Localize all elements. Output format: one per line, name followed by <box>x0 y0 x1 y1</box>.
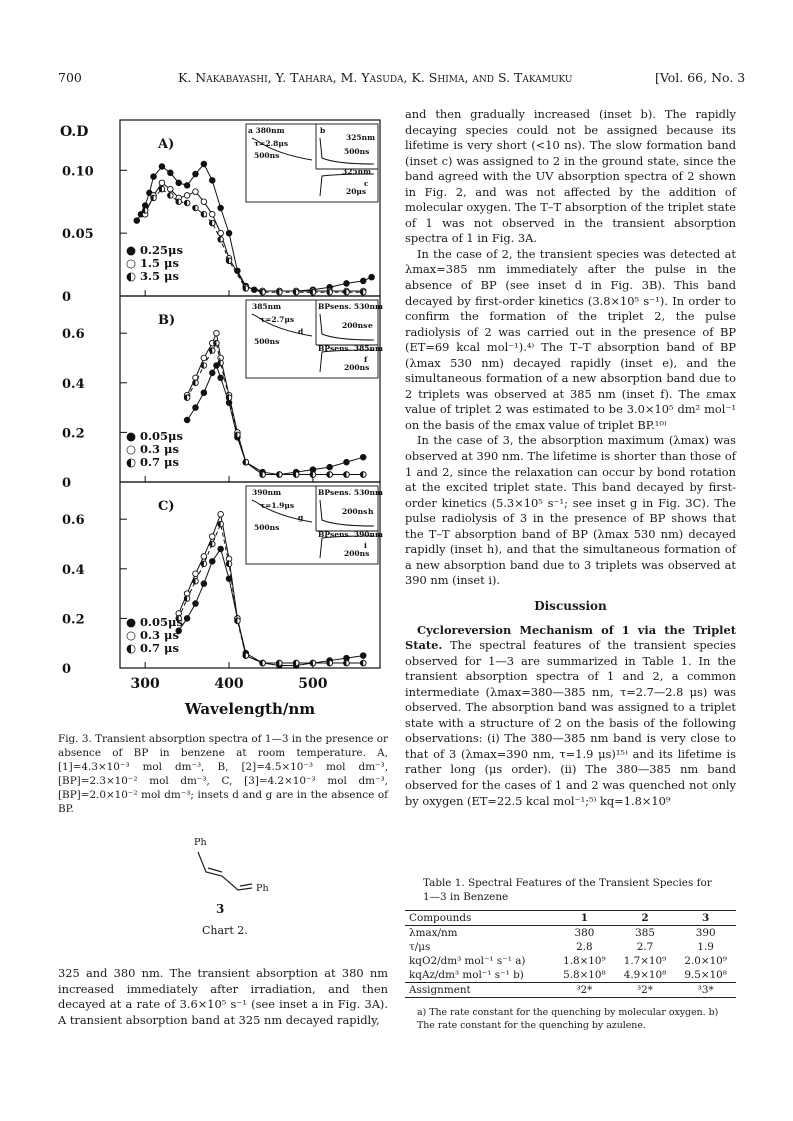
table-cell: 9.5×10⁸ <box>684 969 727 981</box>
inset-label: BPsens. 530nm <box>318 302 383 311</box>
inset-label: 500ns <box>254 337 280 346</box>
data-point <box>218 205 224 211</box>
inset-label: τ=2.7μs <box>260 315 295 324</box>
table-cell: 385 <box>635 927 655 939</box>
inset-label: i <box>364 541 367 550</box>
table-cell: kqO2/dm³ mol⁻¹ s⁻¹ a) <box>409 955 526 967</box>
inset-label: 500ns <box>344 147 370 156</box>
table-row <box>405 954 736 968</box>
data-point <box>168 170 174 176</box>
table-cell: 5.8×10⁸ <box>563 969 606 981</box>
data-point <box>201 161 207 167</box>
table-cell: 1.9 <box>697 941 714 953</box>
inset-label: BPsens. 390nm <box>318 530 383 539</box>
left-column-text <box>58 966 388 1028</box>
legend-entry: ◐ 0.7 μs <box>126 641 179 655</box>
legend-entry: ● 0.25μs <box>126 243 183 257</box>
figure-caption: Fig. 3. Transient absorption spectra of 1—3 in the presence or absence of BP in benzene at room temperature. A, [1]=4.3×10⁻³ mol dm⁻³, B, [2]=4.5×10⁻³ mol dm⁻³, [BP]=2.3×10⁻² mol dm⁻³, C, [3]=4.2×10⁻³ mol dm⁻³, [BP]=2.0×10⁻² mol dm⁻³; insets d and g are in the absence of BP. <box>58 733 388 815</box>
table-row <box>405 940 736 954</box>
y-axis-title: O.D <box>60 124 89 140</box>
table-cell: 2.8 <box>576 941 593 953</box>
data-point <box>344 281 350 287</box>
data-point <box>193 171 199 177</box>
data-point <box>360 278 366 284</box>
paragraph-discussion <box>405 623 736 810</box>
table-cell: 390 <box>695 927 716 939</box>
table-cell: 380 <box>574 927 595 939</box>
table-header: Compounds <box>409 912 472 924</box>
series-line <box>179 549 364 666</box>
table-cell: ³3* <box>697 984 714 996</box>
x-tick-label: 300 <box>130 676 160 692</box>
table-footnote: a) The rate constant for the quenching by molecular oxygen. b) The rate constant for the quenching by azulene. <box>417 1007 719 1031</box>
table-row <box>405 926 736 941</box>
data-point <box>327 464 333 470</box>
inset-label: a 380nm <box>248 126 285 135</box>
chart2-label: Chart 2. <box>202 924 248 937</box>
inset-label: 500ns <box>254 523 280 532</box>
right-column <box>405 107 736 809</box>
data-point <box>360 454 366 460</box>
table-header: 2 <box>641 912 649 924</box>
discussion-text: The spectral features of the transient species observed for 1—3 are summarized in Table 1. In the transient absorption spectra of 1 and 2, a common intermediate (λmax=380—385 nm, τ=2.7—2.8 μs) was observed. The absorption band was assigned to a triplet state with a structure of 2 on the basis of the following observations: (i) The 380—385 nm band is very close to that of 3 (λmax=390 nm, τ=1.9 μs)¹⁵⁾ and its lifetime is rather long (μs order). (ii) The 380—385 nm band observed for the cases of 1 and 2 was quenched not only by oxygen (ET=22.5 kcal mol⁻¹;⁵⁾ kq=1.8×10⁹ <box>405 638 736 808</box>
inset-label: d <box>298 327 304 336</box>
table-cell: τ/μs <box>409 941 431 953</box>
inset-label: 200ns <box>342 321 368 330</box>
table-header: 1 <box>580 912 588 924</box>
data-point <box>201 581 207 587</box>
table-cell: 4.9×10⁸ <box>623 969 667 981</box>
paragraph-1: and then gradually increased (inset b). The rapidly decaying species could not be assigned because its lifetime is very short (<10 ns). The slow formation band (inset c) was assigned to 2 in the ground state, since the band agreed with the UV absorption spectra of 2 shown in Fig. 2, and was not affected by the addition of molecular oxygen. The T–T absorption of the triplet state of 1 was not observed in the transient absorption spectra of 1 in Fig. 3A. <box>405 107 736 246</box>
panel-label: A) <box>158 137 175 152</box>
panel-label: C) <box>158 499 175 514</box>
inset-label: 325nm <box>342 167 372 176</box>
data-point <box>151 174 157 180</box>
spectra-figure <box>58 108 388 720</box>
table-grid <box>405 910 736 998</box>
data-point <box>176 180 182 186</box>
inset-label: h <box>368 507 374 516</box>
y-tick-label: 0 <box>62 662 72 677</box>
inset-label: f <box>364 355 368 364</box>
inset-label: τ=2.8μs <box>254 139 289 148</box>
y-tick-label: 0.10 <box>62 164 94 180</box>
data-point <box>369 274 375 280</box>
chart2-ph-top: Ph <box>194 837 207 848</box>
data-point <box>184 183 190 189</box>
data-point <box>218 375 224 381</box>
data-point <box>193 571 199 577</box>
inset-label: b <box>320 126 326 135</box>
legend-entry: ◐ 0.7 μs <box>126 455 179 469</box>
paragraph-2: In the case of 2, the transient species was detected at λmax=385 nm immediately after the pulse in the absence of BP (see inset d in Fig. 3B). This band decayed by first-order kinetics (3.8×10⁵ s⁻¹). In order to confirm the formation of the triplet 2, the pulse radiolysis of 2 was carried out in the presence of BP (ET=69 kcal mol⁻¹).⁴⁾ The T–T absorption band of BP (λmax 530 nm) decayed rapidly (inset e), and the simultaneous formation of a new absorption band due to 2 triplets was observed at 385 nm (inset f). The εmax value of triplet 2 was estimated to be 3.0×10⁵ dm² mol⁻¹ on the basis of the εmax value of triplet BP.¹⁰⁾ <box>405 246 736 432</box>
data-point <box>193 601 199 607</box>
page-number: 700 <box>58 70 82 85</box>
data-point <box>218 511 224 517</box>
y-tick-label: 0.6 <box>62 327 85 343</box>
data-point <box>193 405 199 411</box>
panel-label: B) <box>158 313 176 328</box>
data-point <box>159 164 165 170</box>
inset-label: 385nm <box>252 302 282 311</box>
y-tick-label: 0 <box>62 476 72 491</box>
table-cell: λmax/nm <box>409 927 458 939</box>
inset-label: 20μs <box>346 187 367 196</box>
chart-2 <box>160 836 300 948</box>
data-point <box>209 211 215 217</box>
figure-3 <box>58 108 388 720</box>
data-point <box>360 653 366 659</box>
y-tick-label: 0.2 <box>62 426 85 442</box>
legend-entry: ○ 0.3 μs <box>126 442 179 456</box>
legend-entry: ◐ 3.5 μs <box>126 269 179 283</box>
inset-label: 200ns <box>344 363 370 372</box>
table-1 <box>405 876 736 1032</box>
data-point <box>159 180 165 186</box>
y-tick-label: 0.2 <box>62 612 85 628</box>
data-point <box>226 230 232 236</box>
data-point <box>134 218 140 224</box>
x-tick-label: 500 <box>298 676 328 692</box>
table-header-row <box>405 911 736 926</box>
table-row <box>405 968 736 983</box>
legend-entry: ○ 1.5 μs <box>126 256 179 270</box>
inset-label: e <box>368 321 373 330</box>
data-point <box>209 559 215 565</box>
discussion-heading: Discussion <box>534 598 607 613</box>
running-authors: K. Nakabayashi, Y. Tahara, M. Yasuda, K. Shima, and S. Takamuku <box>178 70 573 85</box>
data-point <box>201 390 207 396</box>
table-title: Table 1. Spectral Features of the Transient Species for 1—3 in Benzene <box>423 877 712 903</box>
data-point <box>209 370 215 376</box>
data-point <box>201 355 207 361</box>
data-point <box>218 230 224 236</box>
inset-label: 200ns <box>342 507 368 516</box>
data-point <box>168 186 174 192</box>
inset-label: 200ns <box>344 549 370 558</box>
inset-label: 500ns <box>254 151 280 160</box>
data-point <box>201 199 207 205</box>
legend-entry: ● 0.05μs <box>126 429 183 443</box>
data-point <box>344 459 350 465</box>
inset-label: c <box>364 179 369 188</box>
inset-label: BPsens. 530nm <box>318 488 383 497</box>
chart2-ph-bottom: Ph <box>256 883 269 894</box>
x-axis-title: Wavelength/nm <box>184 700 316 718</box>
x-tick-label: 400 <box>214 676 244 692</box>
journal-volume: [Vol. 66, No. 3 <box>655 70 746 85</box>
table-row <box>405 983 736 998</box>
table-header: 3 <box>702 912 710 924</box>
data-point <box>214 330 220 336</box>
y-tick-label: 0 <box>62 290 72 305</box>
paragraph-3: In the case of 3, the absorption maximum (λmax) was observed at 390 nm. The lifetime is shorter than those of 1 and 2, since the relaxation can occur by bond rotation at the excited triplet state. This band decayed by first-order kinetics (5.3×10⁵ s⁻¹; see inset g in Fig. 3C). The pulse radiolysis of 3 in the presence of BP shows that the T–T absorption band of BP (λmax 530 nm) decayed rapidly (inset h), and that the simultaneous formation of a new absorption band due to 3 triplets was observed at 390 nm (inset i). <box>405 433 736 588</box>
legend-entry: ● 0.05μs <box>126 615 183 629</box>
y-tick-label: 0.05 <box>62 227 94 243</box>
data-point <box>184 417 190 423</box>
inset-label: BPsens. 385nm <box>318 344 383 353</box>
table-cell: 1.8×10⁹ <box>563 955 606 967</box>
table-cell: 2.0×10⁹ <box>684 955 727 967</box>
table-cell: kqAz/dm³ mol⁻¹ s⁻¹ b) <box>409 969 524 981</box>
legend-entry: ○ 0.3 μs <box>126 628 179 642</box>
table-cell: Assignment <box>409 984 471 996</box>
y-tick-label: 0.4 <box>62 562 85 578</box>
data-point <box>209 178 215 184</box>
data-point <box>218 546 224 552</box>
inset-label: g <box>298 513 304 522</box>
y-tick-label: 0.4 <box>62 376 85 392</box>
inset-label: 390nm <box>252 488 282 497</box>
table-cell: 1.7×10⁹ <box>623 955 667 967</box>
chart2-compound-number: 3 <box>216 902 225 916</box>
table-cell: ³2* <box>637 984 653 996</box>
inset-label: τ=1.9μs <box>260 501 295 510</box>
data-point <box>193 189 199 195</box>
inset-label: 325nm <box>346 133 376 142</box>
y-tick-label: 0.6 <box>62 513 85 529</box>
table-cell: 2.7 <box>636 941 654 953</box>
table-cell: ³2* <box>576 984 593 996</box>
data-point <box>184 193 190 199</box>
left-paragraph: 325 and 380 nm. The transient absorption at 380 nm increased immediately after irradiation, and then decayed at a rate of 3.6×10⁵ s⁻¹ (see inset a in Fig. 3A). A transient absorption band at 325 nm decayed rapidly, <box>58 966 388 1027</box>
data-point <box>184 616 190 622</box>
subsection-title: Cycloreversion Mechanism of 1 via the Triplet State. <box>405 622 736 653</box>
series-line <box>187 365 363 474</box>
